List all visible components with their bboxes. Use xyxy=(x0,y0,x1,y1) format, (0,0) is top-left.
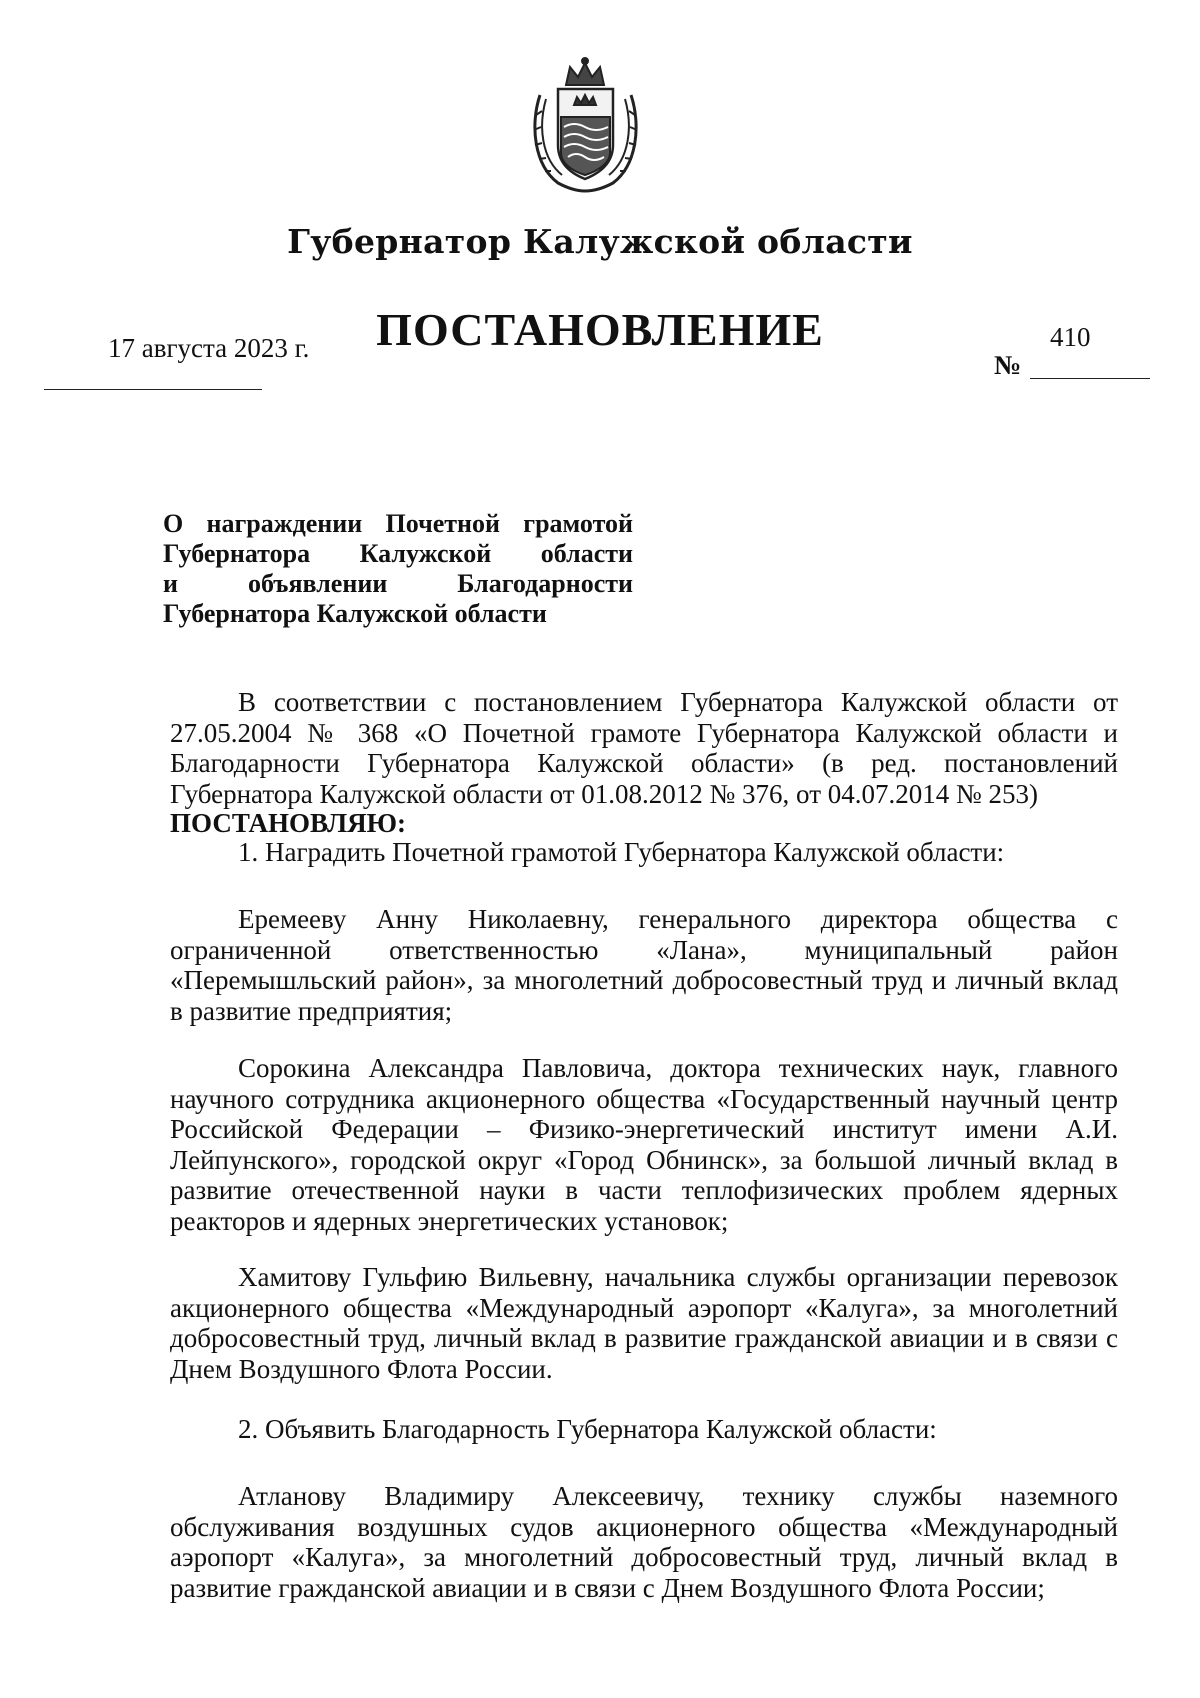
awardee-paragraph: Еремееву Анну Николаевну, генерального директора общества с ограниченной ответственностью «Лана», муниципальный район «Перемышльский район», за многолетний добросовестный труд и личный вклад в развитие предприятия; xyxy=(170,904,1118,1026)
legal-basis-paragraph: В соответствии с постановлением Губернатора Калужской области от 27.05.2004 № 368 «О Почетной грамоте Губернатора Калужской области и Благодарности Губернатора Калужской области» (в ред. постановлений Губернатора Калужской области от 01.08.2012 № 376, от 04.07.2014 № 253) xyxy=(170,687,1118,809)
coat-of-arms-icon xyxy=(528,55,643,195)
subject-line: и объявлении Благодарности xyxy=(163,569,633,598)
document-number: 410 xyxy=(1050,322,1091,352)
awardee-paragraph: Хамитову Гульфию Вильевну, начальника службы организации перевозок акционерного общества «Международный аэропорт «Калуга», за многолетний добросовестный труд, личный вклад в развитие гражданской авиации и в связи с Днем Воздушного Флота России. xyxy=(170,1262,1118,1384)
date-underline xyxy=(44,389,262,390)
decree-word: ПОСТАНОВЛЯЮ: xyxy=(170,808,406,838)
number-underline xyxy=(1030,378,1150,379)
document-type-title: ПОСТАНОВЛЕНИЕ xyxy=(376,304,824,355)
awardee-paragraph: Сорокина Александра Павловича, доктора технических наук, главного научного сотрудника акционерного общества «Государственный научный центр Российской Федерации – Физико-энергетический институт имени А.И. Лейпунского», городской округ «Город Обнинск», за большой личный вклад в развитие отечественной науки в части теплофизических проблем ядерных реакторов и ядерных энергетических установок; xyxy=(170,1053,1118,1236)
item-2-heading: 2. Объявить Благодарность Губернатора Калужской области: xyxy=(238,1414,937,1444)
item-1-heading: 1. Наградить Почетной грамотой Губернатора Калужской области: xyxy=(238,837,1005,867)
subject-line: Губернатора Калужской области xyxy=(163,539,633,568)
issuing-authority-title: Губернатор Калужской области xyxy=(287,222,913,261)
subject-line: О награждении Почетной грамотой xyxy=(163,509,633,538)
number-sign: № xyxy=(994,350,1022,380)
gratitude-paragraph: Атланову Владимиру Алексеевичу, технику службы наземного обслуживания воздушных судов акционерного общества «Международный аэропорт «Калуга», за многолетний добросовестный труд, личный вклад в развитие гражданской авиации и в связи с Днем Воздушного Флота России; xyxy=(170,1481,1118,1603)
document-subject xyxy=(163,509,633,629)
subject-line: Губернатора Калужской области xyxy=(163,599,547,628)
document-date: 17 августа 2023 г. xyxy=(108,333,310,363)
